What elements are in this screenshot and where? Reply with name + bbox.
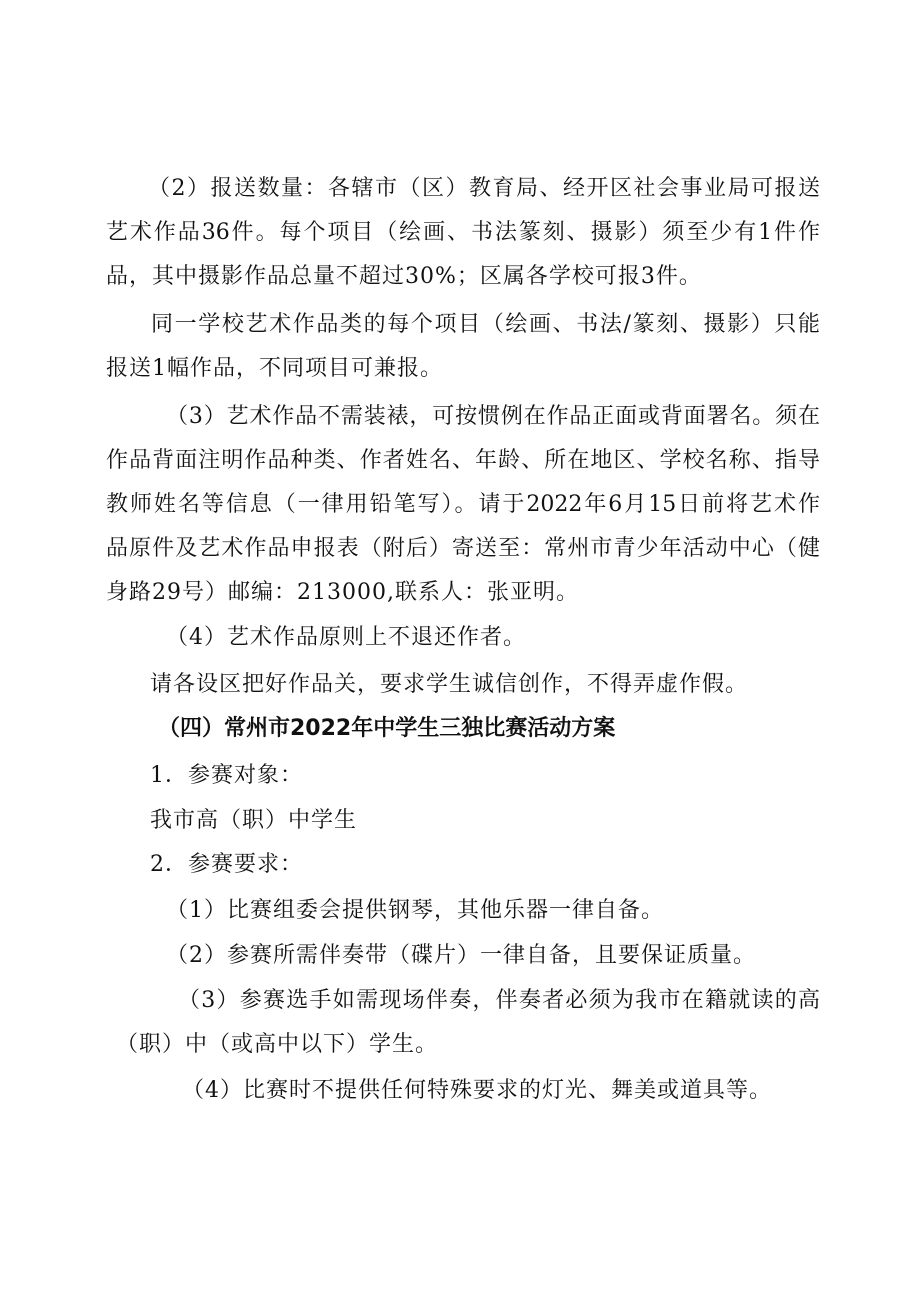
- requirement-4: （4）比赛时不提供任何特殊要求的灯光、舞美或道具等。: [182, 1078, 772, 1103]
- subsection-2-heading: 2．参赛要求：: [150, 852, 303, 877]
- paragraph-3-line-5: 身路29号）邮编：213000,联系人：张亚明。: [106, 580, 579, 605]
- requirement-3-line-1: （3）参赛选手如需现场伴奏，伴奏者必须为我市在籍就读的高: [178, 988, 820, 1013]
- paragraph-3-line-4: 品原件及艺术作品申报表（附后）寄送至：常州市青少年活动中心（健: [106, 536, 820, 561]
- paragraph-2-line-2: 艺术作品36件。每个项目（绘画、书法篆刻、摄影）须至少有1件作: [106, 220, 820, 245]
- requirement-3-line-2: （职）中（或高中以下）学生。: [116, 1032, 439, 1057]
- requirement-1: （1）比赛组委会提供钢琴，其他乐器一律自备。: [166, 898, 664, 923]
- subsection-1-heading: 1．参赛对象：: [150, 763, 303, 788]
- section-4-heading: （四）常州市2022年中学生三独比赛活动方案: [158, 716, 616, 741]
- subsection-1-content: 我市高（职）中学生: [150, 808, 358, 833]
- paragraph-4-line-1: （4）艺术作品原则上不退还作者。: [166, 625, 526, 650]
- paragraph-5-line-1: 请各设区把好作品关，要求学生诚信创作，不得弄虚作假。: [150, 672, 749, 697]
- paragraph-2-line-3: 品，其中摄影作品总量不超过30%；区属各学校可报3件。: [106, 264, 702, 289]
- paragraph-3-line-1: （3）艺术作品不需装裱，可按惯例在作品正面或背面署名。须在: [166, 404, 820, 429]
- paragraph-3-line-3: 教师姓名等信息（一律用铅笔写）。请于2022年6月15日前将艺术作: [106, 492, 820, 517]
- requirement-2: （2）参赛所需伴奏带（碟片）一律自备，且要保证质量。: [166, 943, 756, 968]
- paragraph-2b-line-1: 同一学校艺术作品类的每个项目（绘画、书法/篆刻、摄影）只能: [151, 312, 820, 337]
- paragraph-2-line-1: （2）报送数量：各辖市（区）教育局、经开区社会事业局可报送: [148, 176, 820, 201]
- paragraph-2b-line-2: 报送1幅作品，不同项目可兼报。: [106, 356, 443, 381]
- paragraph-3-line-2: 作品背面注明作品种类、作者姓名、年龄、所在地区、学校名称、指导: [106, 448, 820, 473]
